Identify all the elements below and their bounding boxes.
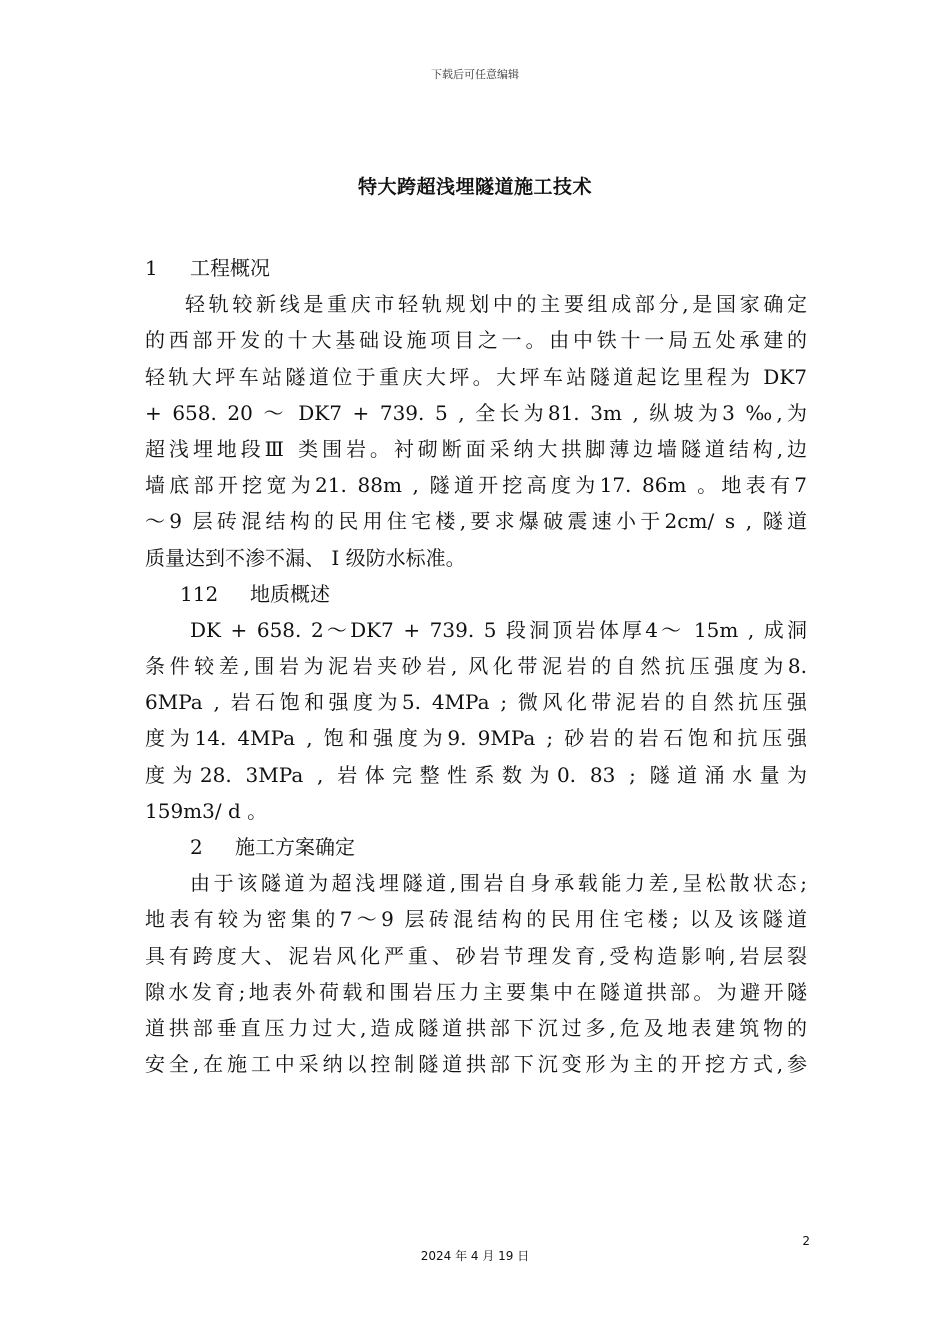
- document-title: 特大跨超浅埋隧道施工技术: [357, 176, 592, 198]
- paragraph-line: 度为14. 4MPa , 饱和强度为9. 9MPa ; 砂岩的岩石饱和抗压强: [145, 726, 807, 751]
- paragraph-line: 由于该隧道为超浅埋隧道,围岩自身承载能力差,呈松散状态;: [190, 871, 807, 896]
- footer-date: 2024 年 4 月 19 日: [420, 1249, 530, 1263]
- section-title: 工程概况: [190, 256, 270, 280]
- paragraph-line: 超浅埋地段Ⅲ 类围岩。衬砌断面采纳大拱脚薄边墙隧道结构,边: [145, 436, 807, 461]
- paragraph-line: 质量达到不渗不漏、 I 级防水标准。: [145, 545, 466, 570]
- section-heading-112: [145, 576, 807, 612]
- paragraph-line: 6MPa , 岩石饱和强度为5. 4MPa ; 微风化带泥岩的自然抗压强: [145, 690, 807, 715]
- paragraph-line: 度为28. 3MPa , 岩体完整性系数为0. 83 ; 隧道涌水量为: [145, 762, 807, 787]
- paragraph-line: 轻轨大坪车站隧道位于重庆大坪。大坪车站隧道起讫里程为 DK7: [145, 364, 807, 389]
- paragraph-line: + 658. 20 ～ DK7 + 739. 5 , 全长为81. 3m , 纵坡为3 ‰,为: [145, 400, 807, 425]
- section-number: 1: [145, 256, 158, 280]
- paragraph-line: DK + 658. 2～DK7 + 739. 5 段洞顶岩体厚4～ 15m , 成洞: [190, 617, 807, 642]
- section-title: 施工方案确定: [235, 835, 355, 859]
- paragraph-line: 159m3/ d 。: [145, 798, 268, 823]
- section-heading-1: [145, 250, 807, 286]
- page-number: 2: [802, 1234, 810, 1248]
- paragraph-line: ～9 层砖混结构的民用住宅楼,要求爆破震速小于2cm/ s , 隧道: [145, 509, 807, 534]
- section-heading-2: [145, 829, 807, 865]
- section-title: 地质概述: [250, 581, 330, 606]
- paragraph-line: 道拱部垂直压力过大,造成隧道拱部下沉过多,危及地表建筑物的: [145, 1015, 807, 1040]
- paragraph-line: 地表有较为密集的7～9 层砖混结构的民用住宅楼; 以及该隧道: [145, 907, 807, 932]
- header-note: 下载后可任意编辑: [431, 68, 519, 81]
- paragraph-line: 条件较差,围岩为泥岩夹砂岩, 风化带泥岩的自然抗压强度为8.: [145, 654, 807, 679]
- paragraph-line: 具有跨度大、泥岩风化严重、砂岩节理发育,受构造影响,岩层裂: [145, 943, 807, 968]
- paragraph-line: 墙底部开挖宽为21. 88m , 隧道开挖高度为17. 86m 。地表有7: [145, 473, 807, 498]
- paragraph-line: 轻轨较新线是重庆市轻轨规划中的主要组成部分,是国家确定: [185, 292, 807, 317]
- paragraph-line: 隙水发育;地表外荷载和围岩压力主要集中在隧道拱部。为避开隧: [145, 979, 807, 1004]
- section-number: 2: [190, 835, 203, 859]
- section-number: 112: [180, 581, 219, 606]
- paragraph-line: 安全,在施工中采纳以控制隧道拱部下沉变形为主的开挖方式,参: [145, 1052, 807, 1077]
- paragraph-line: 的西部开发的十大基础设施项目之一。由中铁十一局五处承建的: [145, 328, 807, 353]
- document-body: [145, 250, 807, 1082]
